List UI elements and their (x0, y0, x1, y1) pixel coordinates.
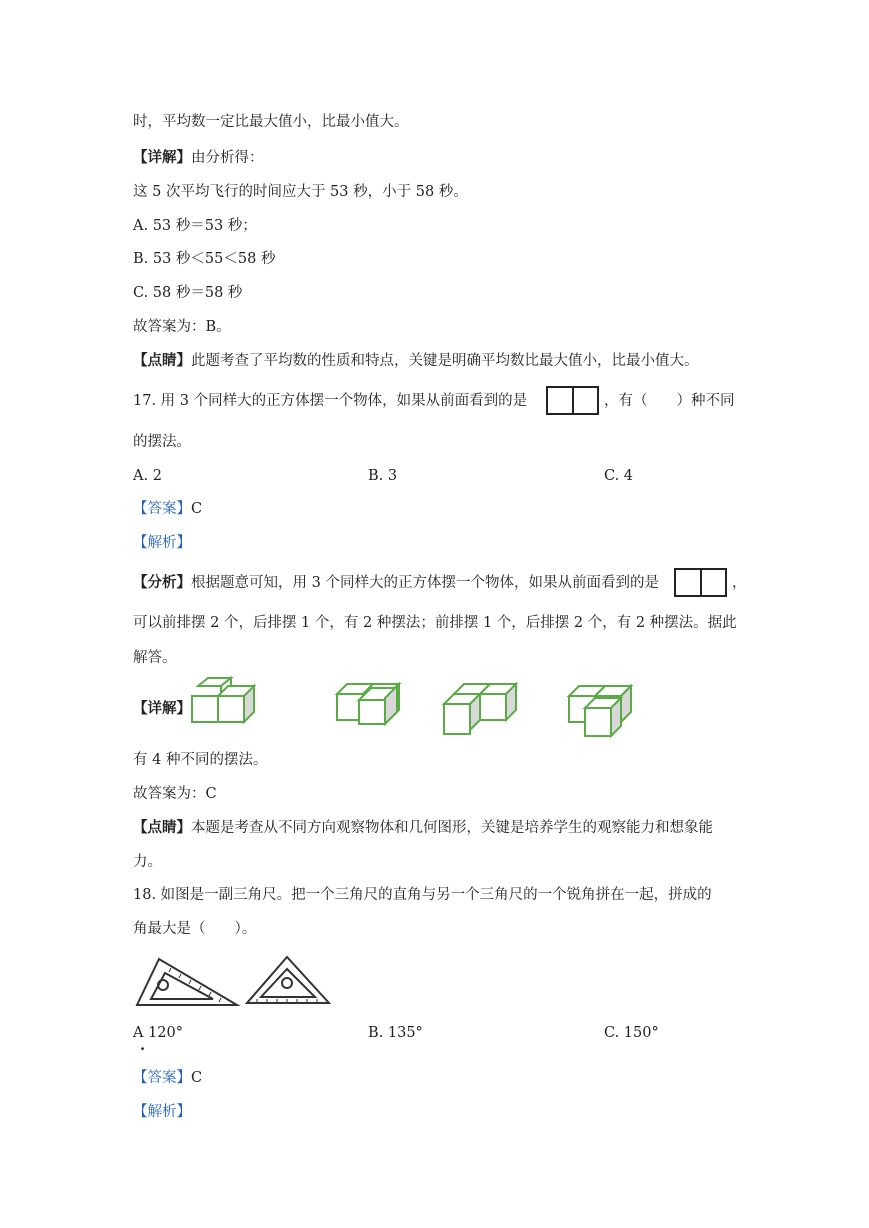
tip-text: 此题考查了平均数的性质和特点，关键是明确平均数比最大值小，比最小值大。 (191, 353, 699, 369)
stray-dot: . (140, 1037, 146, 1054)
cube-arrangement-2 (333, 674, 413, 726)
jiexi-tag: 【解析】 (133, 1104, 191, 1120)
answer-value: C (191, 501, 203, 517)
answer-line: 故答案为：C (133, 786, 217, 802)
answer-line: 故答案为：B。 (133, 319, 231, 335)
tip-text: 本题是考查从不同方向观察物体和几何图形，关键是培养学生的观察能力和想象能 (191, 820, 713, 836)
set-square-45 (243, 953, 333, 1009)
answer-value: C (191, 1070, 203, 1086)
text-line: 时，平均数一定比最大值小，比最小值大。 (133, 114, 409, 130)
answer-line (133, 499, 202, 519)
analysis-line: 解答。 (133, 650, 177, 666)
text-line: A. 53 秒＝53 秒； (133, 218, 257, 234)
detail-tag: 【详解】 (133, 149, 191, 166)
text-line: 这 5 次平均飞行的时间应大于 53 秒，小于 58 秒。 (133, 184, 468, 200)
option-a: A 120° (133, 1025, 184, 1041)
analysis-tag: 【分析】 (133, 574, 191, 591)
analysis-text: ， (732, 575, 747, 591)
detail-text: 由分析得： (191, 150, 264, 166)
cube-arrangement-3 (440, 680, 520, 738)
set-square-30-60 (133, 955, 243, 1009)
tip-line: 力。 (133, 854, 162, 870)
option-b: B. 3 (368, 468, 398, 484)
text-line: C. 58 秒＝58 秒 (133, 285, 243, 301)
tip-tag: 【点睛】 (133, 819, 191, 836)
answer-tag: 【答案】 (133, 1070, 191, 1086)
detail-tag-text: 【详解】 (133, 700, 191, 717)
question-17-stem-end: 的摆法。 (133, 434, 191, 450)
option-c: C. 4 (604, 468, 634, 484)
analysis-text: 根据题意可知，用 3 个同样大的正方体摆一个物体，如果从前面看到的是 (191, 575, 659, 591)
option-b: B. 135° (368, 1025, 423, 1041)
answer-line (133, 1068, 202, 1088)
question-17-stem: 17. 用 3 个同样大的正方体摆一个物体，如果从前面看到的是 (133, 393, 528, 409)
answer-tag: 【答案】 (133, 501, 191, 517)
question-18-stem: 18. 如图是一副三角尺。把一个三角尺的直角与另一个三角尺的一个锐角拼在一起，拼成的 (133, 887, 712, 903)
text-line: B. 53 秒＜55＜58 秒 (133, 251, 276, 267)
question-17-stem-cont: ，有（ ）种不同 (604, 393, 735, 409)
front-view-figure (674, 568, 727, 597)
question-18-stem-end: 角最大是（ ）。 (133, 921, 257, 937)
tip-line (133, 818, 713, 838)
option-a: A. 2 (133, 468, 162, 484)
tip-line (133, 351, 699, 371)
tip-tag: 【点睛】 (133, 352, 191, 369)
cube-arrangement-1 (188, 674, 260, 726)
option-c: C. 150° (604, 1025, 659, 1041)
analysis-line (133, 573, 659, 593)
text-line: 有 4 种不同的摆法。 (133, 752, 268, 768)
jiexi-tag: 【解析】 (133, 535, 191, 551)
analysis-line: 可以前排摆 2 个，后排摆 1 个，有 2 种摆法；前排摆 1 个，后排摆 2 个，有 2 种摆法。据此 (133, 615, 737, 631)
detail-line (133, 148, 264, 168)
front-view-figure (546, 386, 599, 415)
cube-arrangement-4 (565, 684, 637, 740)
detail-tag (133, 699, 191, 719)
